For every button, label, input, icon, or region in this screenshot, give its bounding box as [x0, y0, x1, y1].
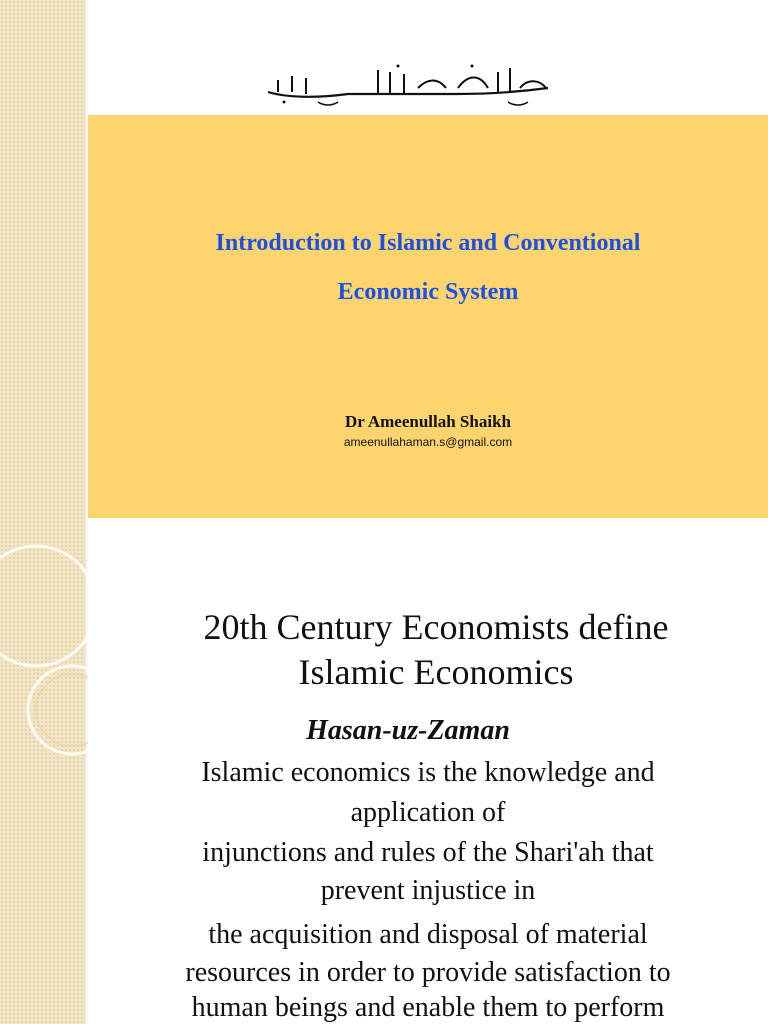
slide-title-line-1: Introduction to Islamic and Conventional [215, 230, 641, 256]
decorative-side-strip [0, 0, 84, 1024]
slide-heading-line-2: Islamic Economics [298, 652, 574, 692]
body-text-line: prevent injustice in [320, 875, 536, 906]
body-text-line: Islamic economics is the knowledge and [201, 757, 655, 788]
body-text-line: the acquisition and disposal of material [208, 919, 648, 950]
bismillah-calligraphy [258, 58, 558, 108]
author-name: Dr Ameenullah Shaikh [345, 412, 511, 431]
slide-subheading: Hasan-uz-Zaman [306, 715, 510, 746]
body-text-line: human beings and enable them to perform [191, 992, 665, 1023]
author-email: ameenullahaman.s@gmail.com [343, 435, 513, 449]
body-text-line: injunctions and rules of the Shari'ah that [202, 837, 654, 868]
title-box [88, 115, 768, 518]
content-slide [88, 518, 768, 1024]
body-text-line: resources in order to provide satisfaction to [185, 957, 671, 988]
body-text-line: application of [350, 797, 506, 828]
slide-heading-line-1: 20th Century Economists define [203, 607, 669, 647]
title-slide [88, 0, 768, 518]
slide-title-line-2: Economic System [337, 279, 519, 305]
